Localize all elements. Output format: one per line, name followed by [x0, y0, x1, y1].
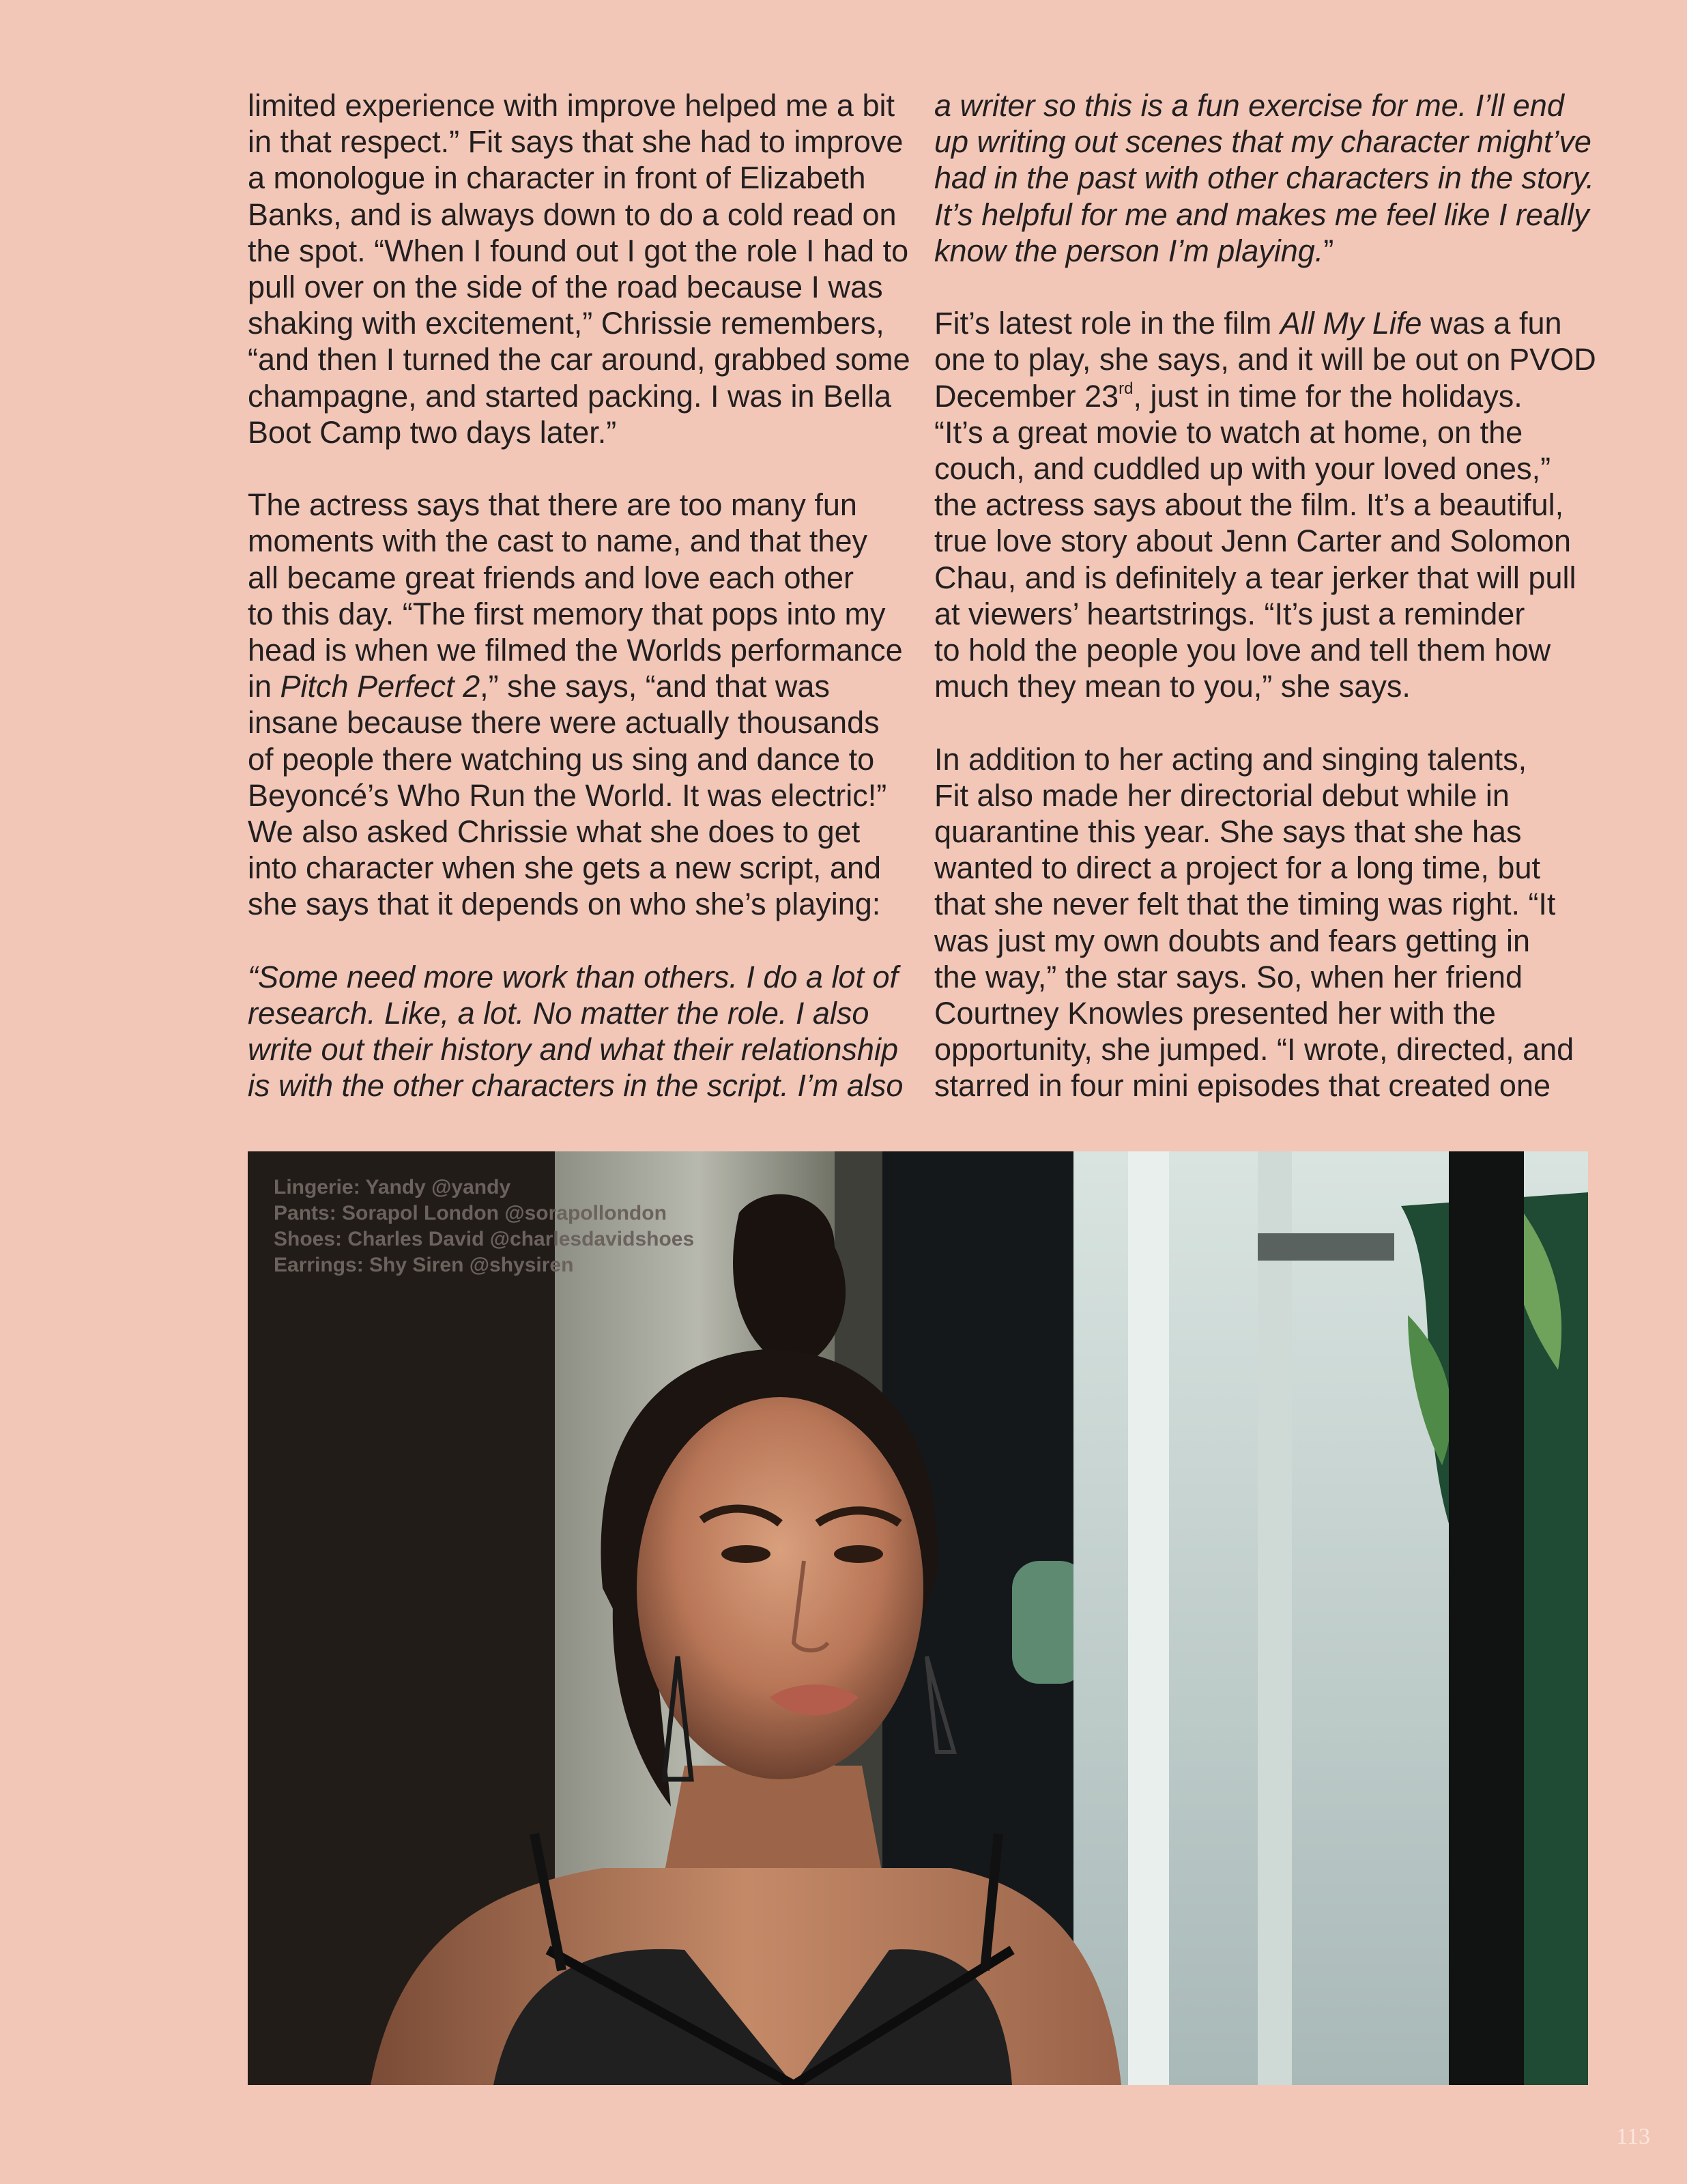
- text-line: “Some need more work than others. I do a lot of: [248, 959, 898, 994]
- credit-line: Shoes: Charles David @charlesdavidshoes: [274, 1228, 695, 1250]
- text-line: [934, 378, 1617, 414]
- text-line: In addition to her acting and singing talents,: [934, 741, 1527, 777]
- film-title: Pitch Perfect 2: [280, 669, 480, 704]
- text-line: at viewers’ heartstrings. “It’s just a reminder: [934, 596, 1525, 631]
- text-line: [934, 233, 1617, 269]
- text-line: true love story about Jenn Carter and Solomon: [934, 523, 1572, 559]
- text-run: know the person I’m playing.: [934, 233, 1324, 268]
- text-line: wanted to direct a project for a long time, but: [934, 850, 1540, 886]
- text-line: a monologue in character in front of Elizabeth: [248, 160, 866, 196]
- text-line: the spot. “When I found out I got the role I had to: [248, 233, 909, 268]
- text-line: she says that it depends on who she’s playing:: [248, 887, 881, 922]
- text-line: Courtney Knowles presented her with the: [934, 996, 1496, 1031]
- text-line: into character when she gets a new script, and: [248, 850, 882, 886]
- portrait-illustration: [248, 1151, 1588, 2085]
- right-column: [934, 87, 1617, 1104]
- text-line: Boot Camp two days later.”: [248, 414, 617, 450]
- ordinal-suffix: rd: [1119, 379, 1134, 398]
- text-line: opportunity, she jumped. “I wrote, directed, and: [934, 1032, 1574, 1067]
- text-line: head is when we filmed the Worlds performance: [248, 633, 903, 668]
- text-line: pull over on the side of the road because I was: [248, 270, 883, 305]
- text-line: all became great friends and love each other: [248, 560, 854, 595]
- text-line: limited experience with improve helped me a bit: [248, 88, 895, 123]
- text-line: to hold the people you love and tell them how: [934, 633, 1551, 668]
- text-line: the actress says about the film. It’s a beautiful,: [934, 487, 1564, 523]
- text-line: had in the past with other characters in the story.: [934, 160, 1595, 196]
- wardrobe-credits: [274, 1175, 694, 1278]
- text-line: that she never felt that the timing was right. “It: [934, 887, 1556, 922]
- text-line: [934, 305, 1617, 341]
- text-line: is with the other characters in the script. I’m also: [248, 1068, 904, 1104]
- closing-quote-mark: ”: [1323, 233, 1334, 268]
- credit-line: Lingerie: Yandy @yandy: [274, 1176, 511, 1198]
- text-line: write out their history and what their relationship: [248, 1032, 898, 1067]
- text-line: was just my own doubts and fears getting in: [934, 923, 1530, 958]
- text-line: Beyoncé’s Who Run the World. It was electric!”: [248, 777, 887, 813]
- text-line: a writer so this is a fun exercise for me. I’ll end: [934, 88, 1564, 123]
- text-line: It’s helpful for me and makes me feel like I really: [934, 197, 1589, 232]
- text-line: insane because there were actually thousands: [248, 705, 880, 741]
- text-line: much they mean to you,” she says.: [934, 669, 1411, 704]
- text-line: couch, and cuddled up with your loved ones,”: [934, 451, 1551, 487]
- text-run: in: [248, 669, 280, 704]
- paragraph: [248, 487, 930, 922]
- text-line: Fit also made her directorial debut while in: [934, 777, 1510, 813]
- text-line: champagne, and started packing. I was in Bella: [248, 378, 892, 414]
- text-line: moments with the cast to name, and that they: [248, 523, 867, 559]
- text-line: “and then I turned the car around, grabbed some: [248, 342, 910, 377]
- page-number: 113: [1616, 2124, 1650, 2149]
- credit-line: Pants: Sorapol London @sorapollondon: [274, 1202, 667, 1224]
- text-line: starred in four mini episodes that created one: [934, 1068, 1551, 1104]
- film-title: All My Life: [1280, 306, 1422, 341]
- pull-quote: [248, 959, 930, 1104]
- text-line: [248, 668, 930, 704]
- text-line: of people there watching us sing and dance to: [248, 741, 875, 777]
- paragraph: [934, 305, 1617, 704]
- text-line: Chau, and is definitely a tear jerker that will pull: [934, 560, 1576, 595]
- text-line: one to play, she says, and it will be out on PVOD: [934, 342, 1596, 377]
- text-run: Fit’s latest role in the film: [934, 306, 1280, 341]
- text-line: The actress says that there are too many fun: [248, 487, 857, 523]
- text-line: up writing out scenes that my character might’ve: [934, 124, 1591, 160]
- text-line: research. Like, a lot. No matter the role. I also: [248, 996, 869, 1031]
- text-line: quarantine this year. She says that she has: [934, 814, 1522, 850]
- portrait-photo: [248, 1151, 1588, 2085]
- text-line: in that respect.” Fit says that she had to improve: [248, 124, 904, 160]
- pull-quote-continued: [934, 87, 1617, 269]
- text-run: , just in time for the holidays.: [1133, 378, 1523, 414]
- text-line: Banks, and is always down to do a cold read on: [248, 197, 897, 232]
- text-line: to this day. “The first memory that pops into my: [248, 596, 886, 631]
- text-run: was a fun: [1422, 306, 1562, 341]
- text-run: ,” she says, “and that was: [480, 669, 830, 704]
- text-line: shaking with excitement,” Chrissie remembers,: [248, 306, 884, 341]
- paragraph: [934, 741, 1617, 1104]
- text-line: “It’s a great movie to watch at home, on the: [934, 414, 1523, 450]
- paragraph: [248, 87, 930, 450]
- left-column: [248, 87, 930, 1104]
- credit-line: Earrings: Shy Siren @shysiren: [274, 1254, 574, 1276]
- text-line: the way,” the star says. So, when her friend: [934, 959, 1523, 994]
- text-run: December 23: [934, 378, 1119, 414]
- text-line: We also asked Chrissie what she does to get: [248, 814, 861, 850]
